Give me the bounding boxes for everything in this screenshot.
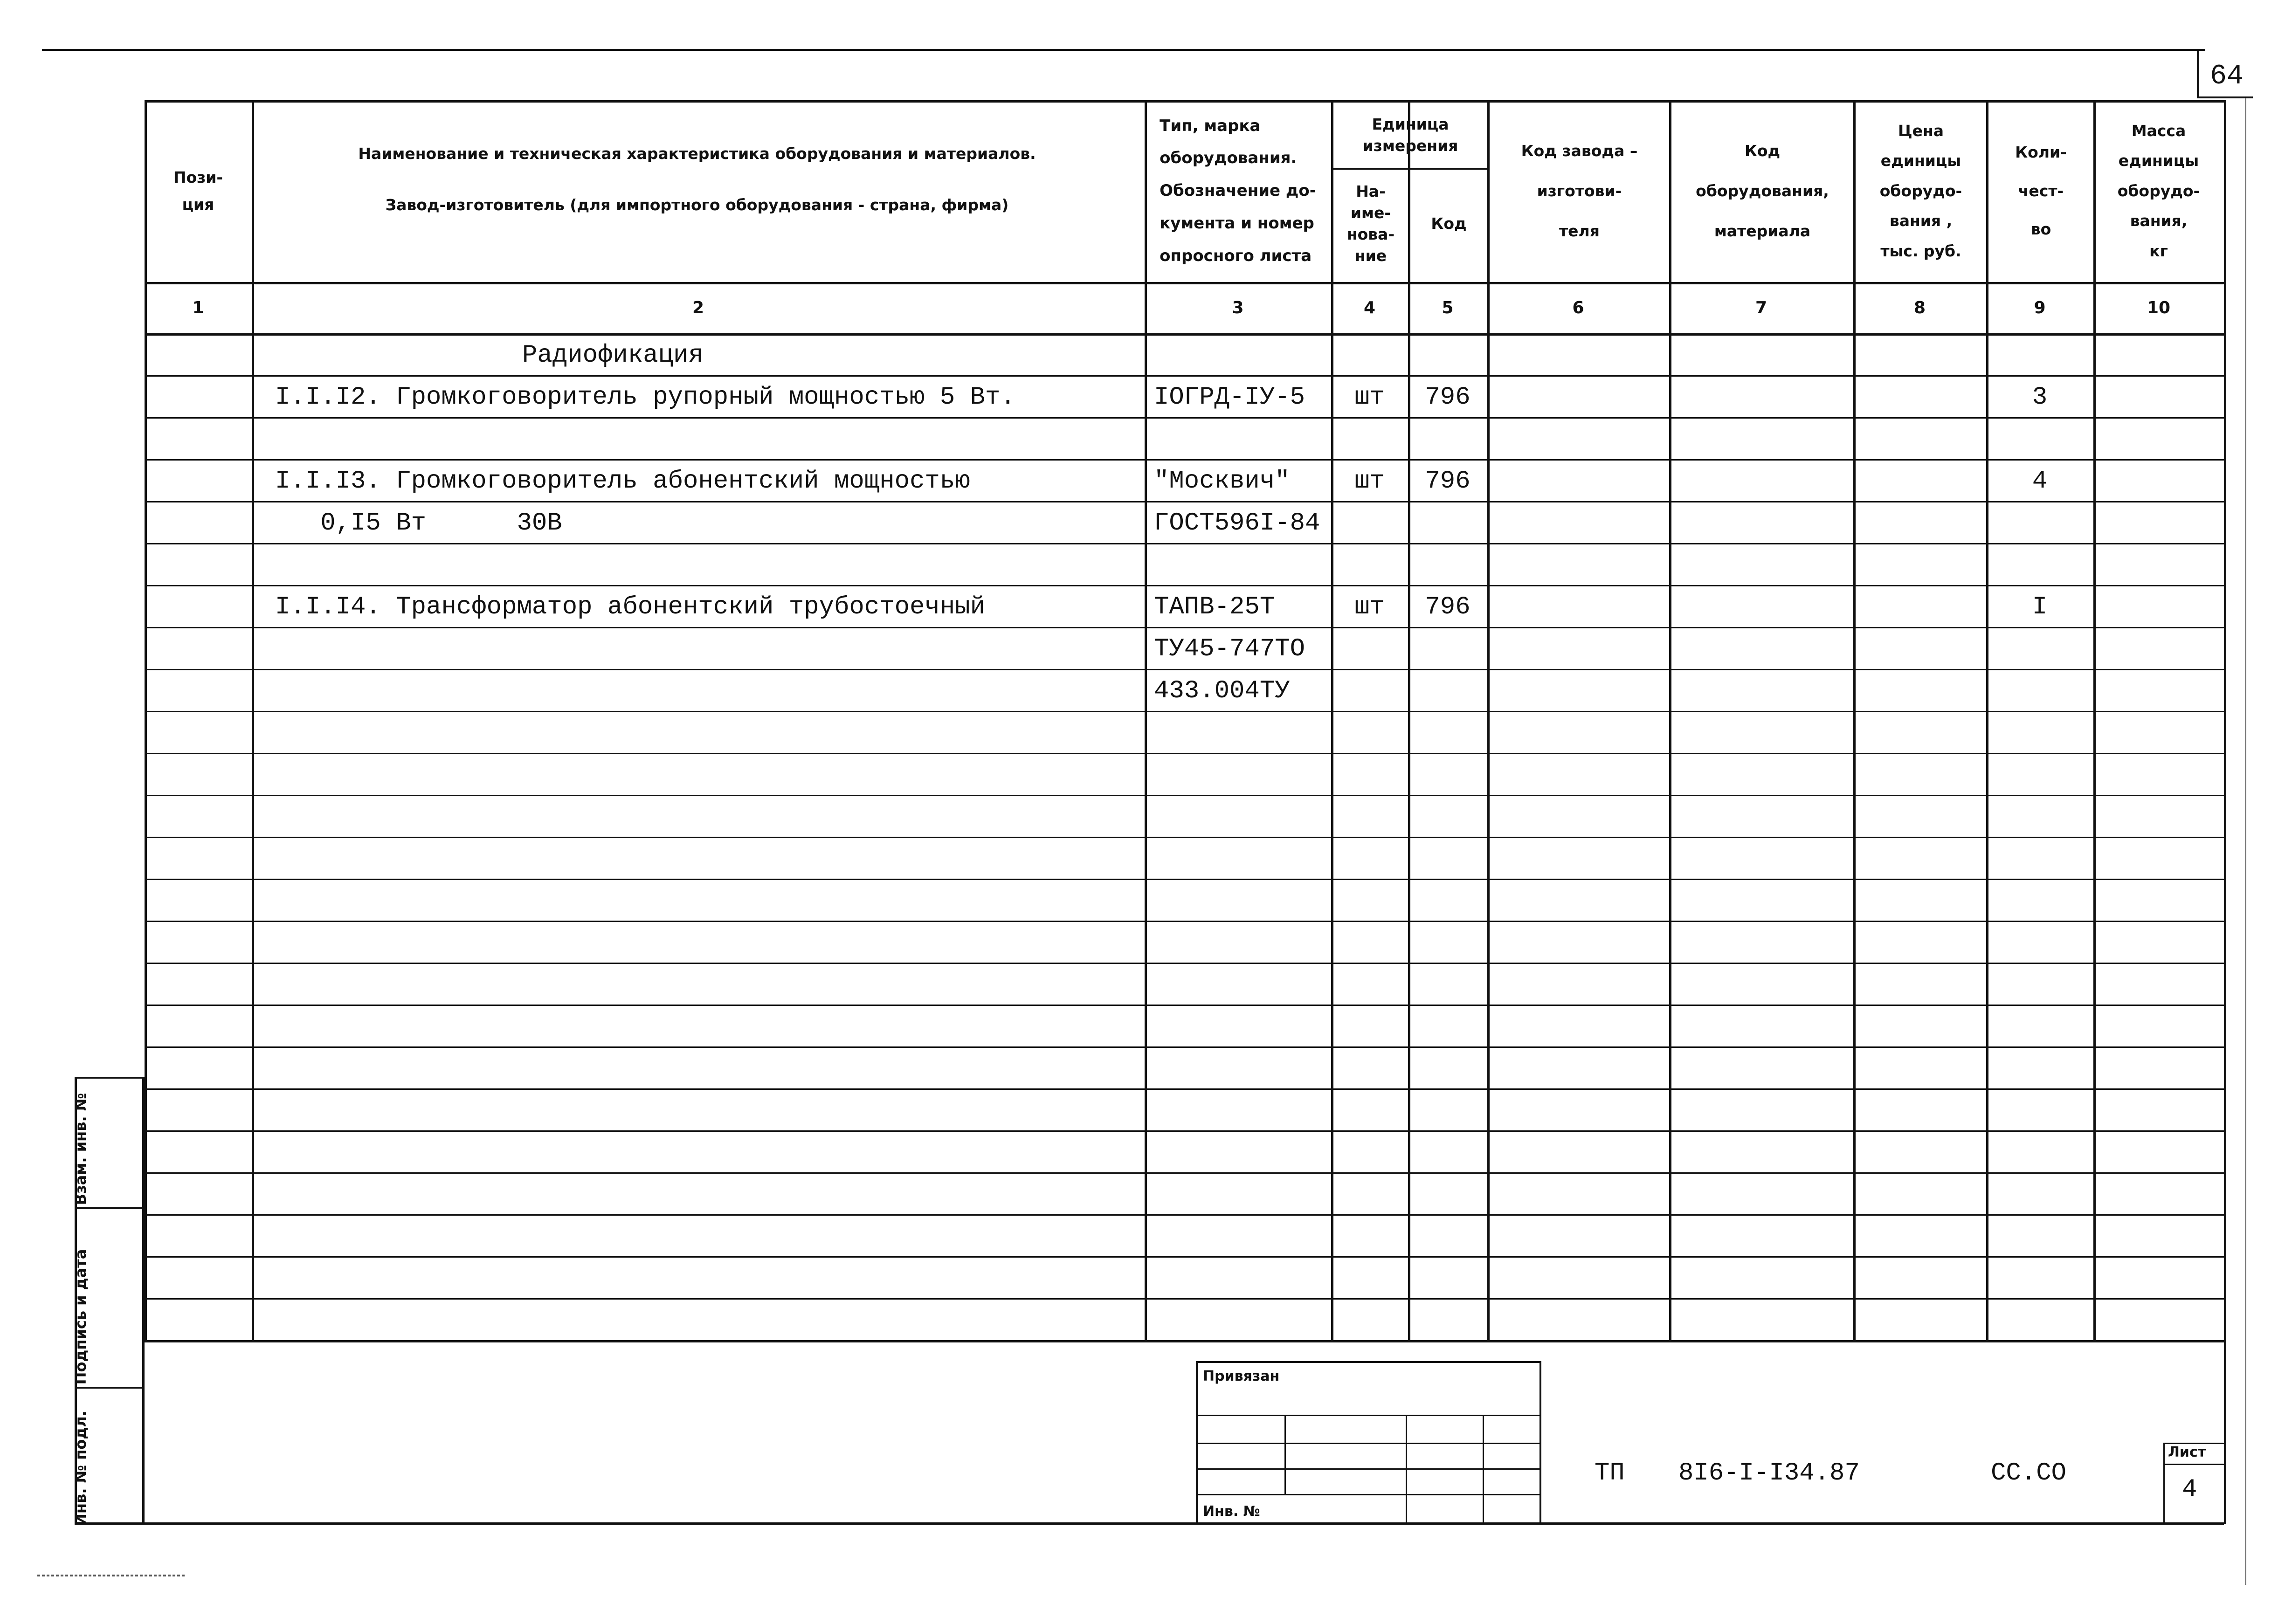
body-row-line-15 — [145, 963, 2224, 964]
row-unit — [1331, 670, 1408, 712]
column-number-5: 5 — [1442, 298, 1454, 317]
row-name: 0,I5 Вт 30В — [275, 509, 562, 537]
row-quantity: 3 — [2032, 383, 2048, 412]
column-number-3: 3 — [1232, 298, 1244, 317]
row-type — [1154, 418, 1331, 460]
row-type: 433.004ТУ — [1154, 676, 1290, 705]
column-number-2: 2 — [692, 298, 704, 317]
body-row-line-17 — [145, 1046, 2224, 1048]
column-number-10: 10 — [2147, 298, 2171, 317]
header-factory-code: Код завода – изготови- теля — [1521, 142, 1638, 240]
column-number-8: 8 — [1913, 298, 1926, 317]
row-name — [275, 418, 1138, 460]
stamp-sheet-label: Лист — [2168, 1444, 2206, 1460]
row-unit-code — [1408, 502, 1487, 544]
column-number-1: 1 — [192, 298, 204, 317]
row-quantity — [1986, 334, 2093, 376]
row-type — [1154, 544, 1331, 586]
table-top-border — [145, 100, 2224, 103]
row-unit: шт — [1354, 467, 1385, 495]
side-strip-top — [75, 1077, 145, 1079]
row-unit-code — [1408, 628, 1487, 670]
row-name: I.I.I4. Трансформатор абонентский трубостоечный — [275, 592, 986, 621]
body-row-line-20 — [145, 1172, 2224, 1174]
stamp-box-row2 — [1196, 1443, 1541, 1444]
row-unit — [1331, 544, 1408, 586]
body-row-line-22 — [145, 1256, 2224, 1258]
stamp-box-col3 — [1483, 1415, 1484, 1524]
header-equipment-code: Код оборудования, материала — [1696, 142, 1829, 240]
body-row-line-16 — [145, 1005, 2224, 1006]
row-type: "Москвич" — [1154, 467, 1290, 495]
body-row-line-18 — [145, 1088, 2224, 1090]
header-unit-price: Цена единицы оборудо- вания , тыс. руб. — [1879, 122, 1962, 260]
body-row-line-23 — [145, 1298, 2224, 1300]
row-type: ТАПВ-25Т — [1154, 592, 1275, 621]
sheet-box-left — [2163, 1443, 2165, 1524]
stamp-attached-label: Привязан — [1203, 1368, 1280, 1384]
row-name: I.I.I2. Громкоговоритель рупорный мощностью 5 Вт. — [275, 383, 1015, 412]
row-unit-code: 796 — [1425, 467, 1470, 495]
body-row-line-24 — [145, 1340, 2224, 1342]
row-name — [275, 628, 1138, 670]
stamp-box-row1 — [1196, 1415, 1541, 1416]
top-rule — [42, 49, 2205, 51]
body-row-line-10 — [145, 753, 2224, 754]
column-number-7: 7 — [1755, 298, 1767, 317]
row-type — [1154, 334, 1331, 376]
row-unit — [1331, 334, 1408, 376]
stamp-box-col1 — [1284, 1415, 1286, 1494]
column-number-9: 9 — [2034, 298, 2046, 317]
row-quantity — [1986, 628, 2093, 670]
page-number-box-left — [2197, 51, 2199, 98]
row-unit — [1331, 418, 1408, 460]
body-row-line-21 — [145, 1214, 2224, 1216]
header-name-line2: Завод-изготовитель (для импортного оборудования - страна, фирма) — [385, 196, 1009, 214]
right-margin-rule — [2245, 98, 2246, 1585]
header-name-line1: Наименование и техническая характеристика оборудования и материалов. — [358, 145, 1036, 163]
stamp-box-row4 — [1196, 1494, 1541, 1495]
row-name — [275, 670, 1138, 712]
stamp-box-row3 — [1196, 1468, 1541, 1470]
row-unit: шт — [1354, 383, 1385, 412]
header-unit-code: Код — [1431, 214, 1467, 233]
page-bottom-border — [75, 1522, 2224, 1525]
header-unit-mass: Масса единицы оборудо- вания, кг — [2117, 122, 2200, 260]
stamp-inv-label: Инв. № — [1203, 1503, 1260, 1520]
stamp-tp: ТП — [1595, 1459, 1625, 1487]
row-quantity: I — [2032, 592, 2048, 621]
row-quantity — [1986, 418, 2093, 460]
stamp-document-code: 8I6-I-I34.87 — [1678, 1459, 1860, 1487]
side-label-replace-inv: Взам. инв. № — [72, 1093, 90, 1205]
row-unit-code: 796 — [1425, 592, 1470, 621]
row-type: ТУ45-747ТО — [1154, 634, 1305, 663]
row-unit-code — [1408, 334, 1487, 376]
body-row-line-12 — [145, 837, 2224, 838]
stamp-document-mark: СС.СО — [1991, 1459, 2067, 1487]
row-quantity: 4 — [2032, 467, 2048, 495]
sheet-box-divider — [2163, 1464, 2224, 1465]
side-label-signature-date: Подпись и дата — [72, 1249, 90, 1385]
stamp-box-top — [1196, 1361, 1541, 1363]
row-type: IОГРД-IУ-5 — [1154, 383, 1305, 412]
header-unit-group: Единица измерения — [1362, 115, 1458, 155]
body-row-line-19 — [145, 1130, 2224, 1132]
column-line-10 — [2224, 100, 2226, 1342]
side-strip-right — [142, 1077, 145, 1524]
header-position: Пози- ция — [173, 168, 223, 213]
page-number-box-bottom — [2197, 96, 2253, 98]
column-number-6: 6 — [1572, 298, 1584, 317]
side-label-inv-podl: Инв. № подл. — [72, 1411, 90, 1526]
body-row-line-11 — [145, 795, 2224, 796]
row-unit-code — [1408, 544, 1487, 586]
row-quantity — [1986, 670, 2093, 712]
header-type: Тип, марка оборудования. Обозначение до- кумента и номер опросного листа — [1160, 116, 1316, 265]
row-unit — [1331, 628, 1408, 670]
row-unit-code — [1408, 670, 1487, 712]
row-name: I.I.I3. Громкоговоритель абонентский мощностью — [275, 467, 970, 495]
stamp-sheet-number: 4 — [2182, 1475, 2197, 1504]
header-quantity: Коли- чест- во — [2015, 143, 2067, 239]
stamp-box-col2 — [1406, 1415, 1407, 1524]
column-number-4: 4 — [1363, 298, 1376, 317]
row-name: Радиофикация — [522, 341, 704, 370]
row-unit-code — [1408, 418, 1487, 460]
row-quantity — [1986, 502, 2093, 544]
row-type: ГОСТ596I-84 — [1154, 509, 1320, 537]
header-unit-name: На- име- нова- ние — [1346, 182, 1395, 265]
page-number: 64 — [2210, 61, 2244, 92]
scan-mark — [37, 1575, 186, 1576]
row-name — [275, 544, 1138, 586]
body-row-line-14 — [145, 921, 2224, 922]
body-row-line-13 — [145, 879, 2224, 880]
row-unit — [1331, 502, 1408, 544]
page-right-border — [2224, 1340, 2226, 1524]
row-unit-code: 796 — [1425, 383, 1470, 412]
row-unit: шт — [1354, 592, 1385, 621]
row-quantity — [1986, 544, 2093, 586]
